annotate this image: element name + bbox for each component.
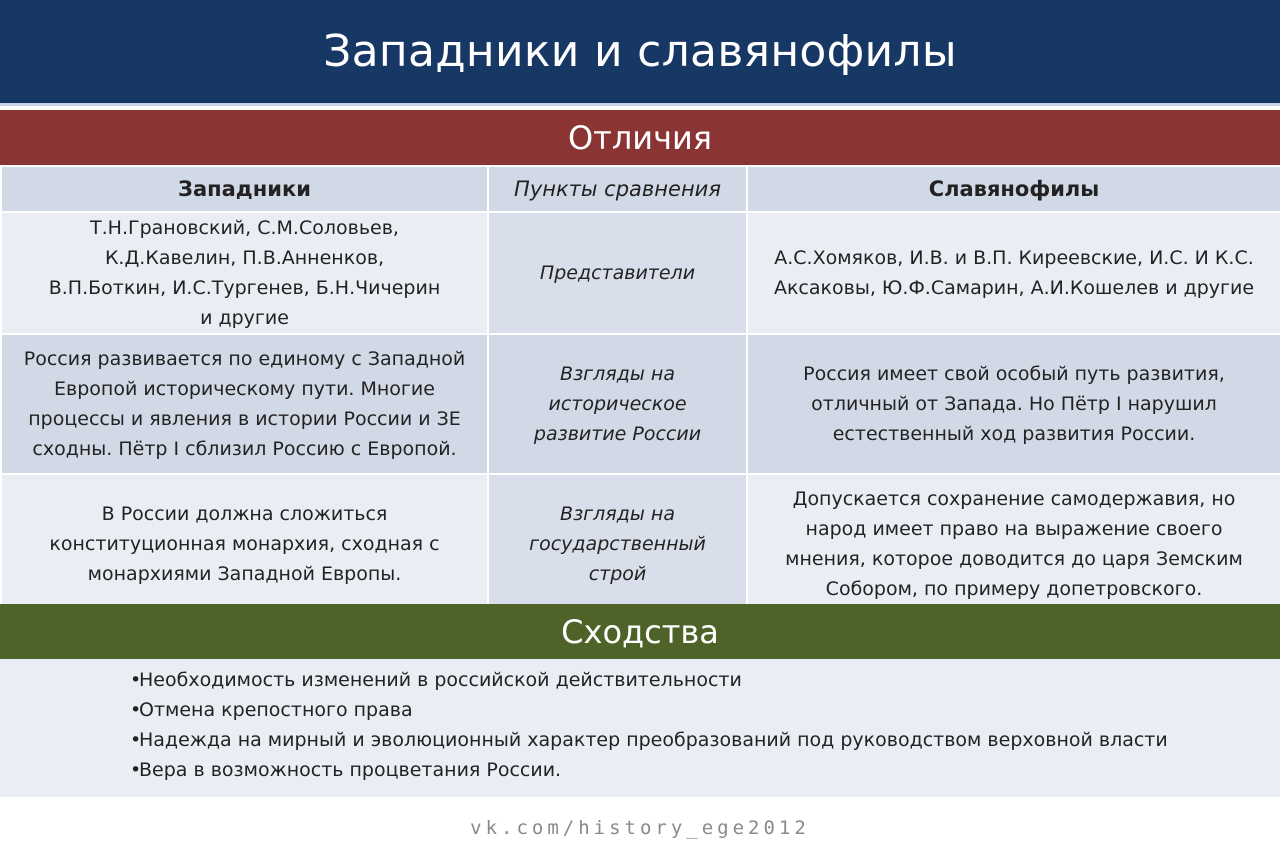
- bullet-icon: •: [130, 669, 142, 691]
- differences-heading-label: Отличия: [567, 118, 713, 157]
- criterion-text: Взгляды на государственный строй: [529, 503, 706, 585]
- criterion-text: Взгляды на историческое развитие России: [533, 363, 702, 445]
- page-title: Западники и славянофилы: [323, 26, 957, 77]
- westerners-text: В России должна сложиться конституционная монархия, сходная с монархиями Западной Европы.: [49, 503, 440, 585]
- bullet-icon: •: [130, 729, 142, 751]
- westerners-cell: Россия развивается по единому с Западной Европой историческому пути. Многие процессы и явления в истории России и ЗЕ сходны. Пётр I сблизил Россию с Европой.: [1, 334, 488, 474]
- similarities-heading-label: Сходства: [561, 612, 719, 651]
- slavophiles-text: Россия имеет свой особый путь развития, отличный от Запада. Но Пётр I нарушил естественный ход развития России.: [803, 363, 1225, 445]
- title-bar: [0, 0, 1280, 106]
- similarities-heading: [0, 604, 1280, 659]
- criterion-cell: Представители: [488, 212, 747, 334]
- bullet-icon: •: [130, 699, 142, 721]
- slavophiles-text: Допускается сохранение самодержавия, но народ имеет право на выражение своего мнения, которое доводится до царя Земским Собором, по примеру допетровского.: [785, 488, 1243, 600]
- slavophiles-cell: [747, 334, 1280, 474]
- table-row: [1, 474, 1280, 614]
- slavophiles-cell: А.С.Хомяков, И.В. и В.П. Киреевские, И.С. И К.С. Аксаковы, Ю.Ф.Самарин, А.И.Кошелев и другие: [747, 212, 1280, 334]
- westerners-cell: [1, 474, 488, 614]
- list-item-text: Вера в возможность процветания России.: [139, 759, 562, 781]
- table-header-row: [1, 166, 1280, 212]
- list-item: [130, 725, 1280, 755]
- list-item-text: Необходимость изменений в российской действительности: [139, 669, 742, 691]
- similarities-list-box: [0, 659, 1280, 797]
- criterion-cell: [488, 474, 747, 614]
- similarities-list: [130, 665, 1280, 785]
- list-item: [130, 695, 1280, 725]
- slavophiles-cell: [747, 474, 1280, 614]
- criterion-cell: [488, 334, 747, 474]
- header-slavophiles: Славянофилы: [747, 166, 1280, 212]
- westerners-text: Т.Н.Грановский, С.М.Соловьев, К.Д.Кавелин, П.В.Анненков, В.П.Боткин, И.С.Тургенев, Б.Н.Чичерин и другие: [48, 217, 441, 329]
- list-item: [130, 755, 1280, 785]
- header-criteria: Пункты сравнения: [488, 166, 747, 212]
- footer-source-link: vk.com/history_ege2012: [470, 817, 810, 839]
- westerners-cell: [1, 212, 488, 334]
- list-item: [130, 665, 1280, 695]
- table-row: [1, 212, 1280, 334]
- bullet-icon: •: [130, 759, 142, 781]
- table-row: [1, 334, 1280, 474]
- comparison-table: [0, 165, 1280, 615]
- differences-heading: [0, 110, 1280, 165]
- list-item-text: Отмена крепостного права: [139, 699, 413, 721]
- header-westerners: Западники: [1, 166, 488, 212]
- list-item-text: Надежда на мирный и эволюционный характер преобразований под руководством верховной власти: [139, 729, 1168, 751]
